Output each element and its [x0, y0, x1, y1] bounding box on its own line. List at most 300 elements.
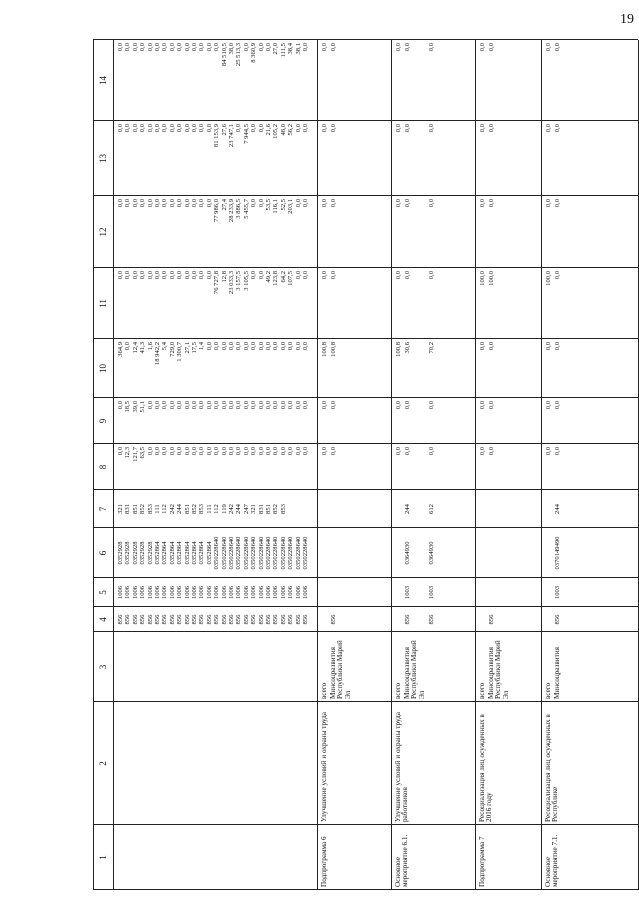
budget-cell-c11: 0,0	[131, 271, 139, 280]
budget-cell-c11: 0,0	[183, 271, 191, 280]
budget-cell-c8: 0,0	[242, 447, 250, 456]
budget-cell-csr: 0352928	[124, 541, 132, 565]
budget-cell-rzpr: 1006	[176, 585, 184, 600]
budget-cell-c14: 0,0	[168, 43, 176, 52]
budget-cell-c13: 0,0	[235, 124, 243, 133]
budget-cell-csr: 0350228640	[242, 536, 250, 570]
budget-cell-c8: 0,0	[228, 447, 235, 456]
budget-cell-rzpr: 1006	[279, 585, 287, 600]
budget-cell-c14: 38,0	[228, 43, 235, 55]
budget-cell-c14: 111,5	[279, 43, 287, 58]
amount-cell-c11: 0,0	[321, 271, 328, 280]
budget-cell-grbs: 856	[154, 614, 161, 625]
budget-cell-c9: 0,0	[272, 401, 280, 410]
budget-cell-c10: 364,9	[117, 342, 124, 357]
column-header-1: 1	[98, 855, 108, 860]
budget-cell-c12: 0,0	[302, 199, 309, 208]
amount-cell-c9: 0,0	[321, 401, 328, 410]
budget-cell-c12: 0,0	[176, 199, 184, 208]
amount-cell-c13: 0,0	[321, 124, 328, 133]
budget-cell-c10: 0,0	[235, 342, 243, 351]
budget-cell-c14: 0,0	[191, 43, 198, 52]
budget-cell-vr: 321	[250, 504, 258, 514]
budget-cell-grbs: 856	[294, 614, 302, 625]
code-cell-c4: 856	[488, 614, 495, 625]
budget-cell-c8: 0,0	[146, 447, 154, 456]
amount-cell-c9: 0,0	[479, 401, 486, 410]
budget-cell-c8: 0,0	[250, 447, 258, 456]
budget-cell-c10: 1,4	[198, 342, 206, 351]
budget-cell-c12: 28 233,9	[228, 199, 235, 223]
budget-cell-c13: 0,0	[294, 124, 302, 133]
budget-cell-rzpr: 1006	[250, 585, 258, 600]
budget-cell-c9: 0,0	[235, 401, 243, 410]
budget-cell-c11: 0,0	[139, 271, 147, 280]
column-header-9: 9	[98, 418, 108, 424]
budget-cell-csr: 0352928	[139, 541, 147, 565]
budget-cell-rzpr: 1006	[205, 585, 213, 600]
budget-cell-c13: 0,0	[302, 124, 309, 133]
code-cell-c4: 856	[428, 614, 435, 625]
budget-cell-c13: 0,0	[257, 124, 265, 133]
budget-cell-grbs: 856	[213, 614, 221, 625]
program-title: Улучшение условий и охраны труда	[320, 712, 328, 822]
budget-cell-c12: 0,0	[139, 199, 147, 208]
budget-cell-c13: 0,0	[183, 124, 191, 133]
budget-cell-c13: 0,0	[191, 124, 198, 133]
budget-cell-c12: 5 455,7	[242, 199, 250, 219]
budget-cell-c11: 0,0	[250, 271, 258, 280]
program-name: Основное мероприятие 6.1.	[394, 834, 410, 887]
budget-cell-csr: 0350228640	[272, 536, 280, 570]
budget-cell-c8: 0,0	[279, 447, 287, 456]
executor-label: всего	[478, 682, 486, 699]
budget-cell-c9: 0,0	[228, 401, 235, 410]
budget-cell-c12: 27,4	[220, 199, 228, 211]
budget-cell-c11: 64,2	[279, 271, 287, 283]
budget-cell-c10: 12,4	[131, 342, 139, 354]
budget-cell-c13: 0,0	[161, 124, 169, 133]
column-header-6: 6	[98, 550, 108, 556]
budget-cell-rzpr: 1006	[257, 585, 265, 600]
section-divider	[541, 40, 542, 890]
section-divider	[391, 40, 392, 890]
budget-cell-c10: 0,0	[294, 342, 302, 351]
amount-cell-c11: 100,0	[479, 271, 486, 286]
budget-cell-rzpr: 1006	[183, 585, 191, 600]
budget-cell-c12: 0,0	[117, 199, 124, 208]
budget-table	[93, 40, 638, 890]
budget-cell-c13: 0,0	[146, 124, 154, 133]
budget-cell-c12: 116,1	[272, 199, 280, 214]
budget-cell-grbs: 856	[265, 614, 272, 625]
budget-cell-c9: 0,0	[257, 401, 265, 410]
budget-cell-c13: 0,0	[131, 124, 139, 133]
budget-cell-c9: 0,0	[250, 401, 258, 410]
column-header-5: 5	[98, 590, 108, 595]
amount-cell-c13: 0,0	[428, 124, 435, 133]
amount-cell-c8: 0,0	[488, 447, 495, 456]
amount-cell-c11: 0,0	[330, 271, 337, 280]
budget-cell-vr: 119	[220, 504, 228, 514]
amount-cell-c9: 0,0	[488, 401, 495, 410]
amount-cell-c10: 0,0	[554, 342, 561, 351]
budget-cell-rzpr: 1006	[191, 585, 198, 600]
budget-cell-c11: 49,2	[265, 271, 272, 283]
budget-cell-grbs: 856	[191, 614, 198, 625]
budget-cell-c12: 0,0	[205, 199, 213, 208]
budget-cell-grbs: 856	[124, 614, 132, 625]
budget-cell-c8: 0,0	[235, 447, 243, 456]
budget-cell-c9: 0,0	[265, 401, 272, 410]
amount-cell-c9: 0,0	[554, 401, 561, 410]
executor-label: Минсоцразвития Республики Марий Эл	[487, 640, 510, 699]
budget-cell-grbs: 856	[161, 614, 169, 625]
budget-cell-c8: 63,5	[139, 447, 147, 459]
amount-cell-c11: 100,0	[488, 271, 495, 286]
budget-cell-c9: 0,0	[198, 401, 206, 410]
budget-cell-vr: 853	[198, 504, 206, 514]
budget-cell-grbs: 856	[183, 614, 191, 625]
column-header-12: 12	[98, 227, 108, 237]
budget-cell-c8: 0,0	[287, 447, 295, 456]
budget-cell-c10: 0,0	[250, 342, 258, 351]
rotated-table-frame	[93, 40, 638, 890]
budget-cell-vr: 853	[279, 504, 287, 514]
budget-cell-c13: 0,0	[205, 124, 213, 133]
budget-cell-c12: 77 986,0	[213, 199, 221, 223]
column-header-7: 7	[98, 506, 108, 512]
budget-cell-c10: 17,5	[191, 342, 198, 354]
budget-cell-c13: 0,0	[198, 124, 206, 133]
budget-cell-vr: 111	[154, 504, 161, 514]
budget-cell-c11: 0,0	[154, 271, 161, 280]
program-title: Ресоциализация лиц осужденных в Республике	[544, 714, 560, 822]
code-cell-c7: 612	[428, 504, 435, 514]
budget-cell-c9: 51,1	[139, 401, 147, 413]
budget-cell-c8: 0,0	[183, 447, 191, 456]
budget-cell-c11: 3 157,5	[235, 271, 243, 291]
budget-cell-c13: 0,0	[154, 124, 161, 133]
row-divider	[93, 40, 94, 890]
budget-cell-c14: 0,0	[154, 43, 161, 52]
amount-cell-c8: 0,0	[479, 447, 486, 456]
executor-label: Минсоцразвития Республики Марий Эл	[329, 640, 352, 699]
budget-cell-c9: 18,5	[124, 401, 132, 413]
budget-cell-vr: 112	[213, 504, 221, 514]
budget-cell-csr: 0352928	[146, 541, 154, 565]
budget-cell-c11: 0,0	[161, 271, 169, 280]
budget-cell-c12: 0,0	[154, 199, 161, 208]
amount-cell-c14: 0,0	[404, 43, 411, 52]
budget-cell-rzpr: 1006	[161, 585, 169, 600]
amount-cell-c14: 0,0	[554, 43, 561, 52]
budget-cell-c8: 0,0	[198, 447, 206, 456]
amount-cell-c12: 0,0	[554, 199, 561, 208]
budget-cell-grbs: 856	[176, 614, 184, 625]
amount-cell-c11: 0,0	[428, 271, 435, 280]
budget-cell-vr: 247	[242, 504, 250, 514]
budget-cell-c11: 3 105,5	[242, 271, 250, 291]
budget-cell-rzpr: 1006	[146, 585, 154, 600]
budget-cell-c9: 0,0	[205, 401, 213, 410]
amount-cell-c14: 0,0	[321, 43, 328, 52]
budget-cell-c9: 0,0	[161, 401, 169, 410]
budget-cell-c10: 0,0	[287, 342, 295, 351]
amount-cell-c10: 30,6	[404, 342, 411, 354]
budget-cell-grbs: 856	[131, 614, 139, 625]
budget-cell-c8: 0,0	[213, 447, 221, 456]
budget-cell-c10: 41,3	[139, 342, 147, 354]
budget-cell-csr: 0350228640	[302, 536, 309, 570]
budget-cell-c14: 38,4	[287, 43, 295, 55]
budget-cell-c9: 0,0	[154, 401, 161, 410]
amount-cell-c10: 0,0	[488, 342, 495, 351]
amount-cell-c13: 0,0	[330, 124, 337, 133]
budget-cell-csr: 0350228640	[213, 536, 221, 570]
budget-cell-c11: 12,8	[220, 271, 228, 283]
program-row	[541, 40, 597, 890]
column-header-4: 4	[98, 617, 108, 622]
budget-cell-rzpr: 1006	[302, 585, 309, 600]
budget-cell-grbs: 856	[302, 614, 309, 625]
budget-cell-c14: 0,0	[176, 43, 184, 52]
amount-cell-c13: 0,0	[404, 124, 411, 133]
budget-cell-c10: 0,0	[257, 342, 265, 351]
budget-cell-c9: 0,0	[213, 401, 221, 410]
budget-cell-c13: 0,0	[168, 124, 176, 133]
budget-cell-c8: 121,7	[131, 447, 139, 462]
budget-cell-c12: 203,1	[287, 199, 295, 214]
budget-cell-c10: 0,0	[279, 342, 287, 351]
budget-cell-grbs: 856	[117, 614, 124, 625]
code-cell-c4: 856	[404, 614, 411, 625]
amount-cell-c11: 0,0	[395, 271, 402, 280]
budget-cell-c8: 0,0	[168, 447, 176, 456]
budget-cell-c8: 0,0	[294, 447, 302, 456]
amount-cell-c14: 0,0	[479, 43, 486, 52]
budget-cell-c9: 0,0	[279, 401, 287, 410]
budget-cell-c13: 0,0	[176, 124, 184, 133]
budget-cell-c10: 0,0	[213, 342, 221, 351]
budget-cell-grbs: 856	[205, 614, 213, 625]
amount-cell-c9: 0,0	[428, 401, 435, 410]
amount-cell-c10: 0,0	[545, 342, 552, 351]
budget-cell-vr: 853	[146, 504, 154, 514]
budget-cell-csr: 0350228640	[265, 536, 272, 570]
budget-cell-vr: 242	[228, 504, 235, 514]
executor-label: всего	[320, 682, 328, 699]
budget-cell-c9: 0,0	[168, 401, 176, 410]
column-header-13: 13	[98, 154, 108, 163]
amount-cell-c8: 0,0	[404, 447, 411, 456]
budget-cell-c12: 0,0	[250, 199, 258, 208]
budget-cell-vr: 321	[117, 504, 124, 514]
budget-cell-c8: 0,0	[272, 447, 280, 456]
budget-cell-c12: 0,0	[131, 199, 139, 208]
budget-cell-c11: 23 033,3	[228, 271, 235, 295]
budget-cell-rzpr: 1006	[139, 585, 147, 600]
budget-cell-c12: 0,0	[124, 199, 132, 208]
column-header-14: 14	[98, 76, 108, 85]
budget-cell-csr: 0350228640	[220, 536, 228, 570]
budget-cell-rzpr: 1006	[131, 585, 139, 600]
code-cell-c7: 244	[404, 504, 411, 514]
budget-cell-c9: 0,0	[287, 401, 295, 410]
column-header-2: 2	[98, 761, 108, 766]
budget-cell-csr: 0352864	[176, 541, 184, 565]
budget-cell-c14: 8 360,9	[250, 43, 258, 63]
executor-label: всего	[544, 682, 552, 699]
budget-cell-c10: 0,0	[265, 342, 272, 351]
budget-cell-vr: 851	[183, 504, 191, 514]
code-cell-c6: 0364930	[404, 541, 411, 565]
budget-cell-c9: 39,0	[131, 401, 139, 413]
program-name: Подпрограмма 6	[320, 836, 328, 887]
code-cell-c6: 0364930	[428, 541, 435, 565]
budget-cell-rzpr: 1006	[265, 585, 272, 600]
budget-cell-rzpr: 1006	[294, 585, 302, 600]
budget-cell-c8: 0,0	[117, 447, 124, 456]
budget-cell-vr: 112	[161, 504, 169, 514]
budget-cell-c12: 0,0	[257, 199, 265, 208]
budget-cell-c13: 21,6	[265, 124, 272, 136]
budget-cell-csr: 0350228640	[257, 536, 265, 570]
amount-cell-c14: 0,0	[488, 43, 495, 52]
budget-cell-c10: 5,4	[161, 342, 169, 351]
budget-cell-c10: 729,0	[168, 342, 176, 357]
budget-cell-grbs: 856	[257, 614, 265, 625]
budget-cell-rzpr: 1006	[228, 585, 235, 600]
code-cell-c4: 856	[330, 614, 337, 625]
budget-cell-c14: 0,0	[161, 43, 169, 52]
amount-cell-c12: 0,0	[479, 199, 486, 208]
amount-cell-c10: 100,8	[330, 342, 337, 357]
budget-cell-c11: 0,0	[257, 271, 265, 280]
budget-cell-c13: 0,0	[117, 124, 124, 133]
amount-cell-c12: 0,0	[488, 199, 495, 208]
budget-cell-c9: 0,0	[183, 401, 191, 410]
amount-cell-c13: 0,0	[395, 124, 402, 133]
code-cell-c6: 0370149490	[554, 536, 561, 570]
budget-cell-c9: 0,0	[117, 401, 124, 410]
amount-cell-c10: 0,0	[479, 342, 486, 351]
budget-cell-c10: 1,6	[146, 342, 154, 351]
amount-cell-c13: 0,0	[554, 124, 561, 133]
budget-cell-vr: 831	[257, 504, 265, 514]
budget-cell-c10: 0,0	[220, 342, 228, 351]
budget-cell-csr: 0352864	[161, 541, 169, 565]
column-header-8: 8	[98, 464, 108, 470]
budget-cell-c14: 0,0	[117, 43, 124, 52]
column-header-10: 10	[98, 364, 108, 373]
program-row	[391, 40, 447, 890]
amount-cell-c11: 0,0	[554, 271, 561, 280]
budget-cell-vr: 111	[205, 504, 213, 514]
budget-cell-c14: 27,0	[272, 43, 280, 55]
budget-cell-c8: 0,0	[220, 447, 228, 456]
budget-cell-c14: 0,0	[205, 43, 213, 52]
budget-cell-c14: 84 510,5	[220, 43, 228, 67]
budget-cell-c12: 53,5	[265, 199, 272, 211]
budget-cell-rzpr: 1006	[235, 585, 243, 600]
budget-cell-c12: 0,0	[191, 199, 198, 208]
budget-cell-vr: 852	[272, 504, 280, 514]
budget-cell-c12: 0,0	[168, 199, 176, 208]
budget-cell-c13: 7 944,5	[242, 124, 250, 144]
amount-cell-c12: 0,0	[321, 199, 328, 208]
budget-cell-grbs: 856	[146, 614, 154, 625]
budget-cell-csr: 0352864	[183, 541, 191, 565]
budget-cell-rzpr: 1006	[213, 585, 221, 600]
budget-cell-grbs: 856	[272, 614, 280, 625]
amount-cell-c11: 0,0	[404, 271, 411, 280]
budget-cell-c13: 81 153,9	[213, 124, 221, 148]
budget-cell-rzpr: 1006	[287, 585, 295, 600]
amount-cell-c12: 0,0	[545, 199, 552, 208]
amount-cell-c8: 0,0	[395, 447, 402, 456]
budget-cell-c13: 0,0	[139, 124, 147, 133]
program-name: Подпрограмма 7	[478, 836, 486, 887]
budget-cell-grbs: 856	[168, 614, 176, 625]
budget-cell-c11: 0,0	[191, 271, 198, 280]
budget-cell-c10: 0,0	[272, 342, 280, 351]
budget-cell-c13: 27,6	[220, 124, 228, 136]
budget-cell-c10: 0,0	[242, 342, 250, 351]
amount-cell-c9: 0,0	[330, 401, 337, 410]
amount-cell-c8: 0,0	[554, 447, 561, 456]
budget-cell-c11: 0,0	[198, 271, 206, 280]
budget-cell-c14: 38,1	[294, 43, 302, 55]
budget-cell-csr: 0350228640	[235, 536, 243, 570]
budget-cell-csr: 0350228640	[279, 536, 287, 570]
budget-cell-c11: 0,0	[146, 271, 154, 280]
budget-cell-c8: 0,0	[176, 447, 184, 456]
budget-cell-rzpr: 1006	[198, 585, 206, 600]
budget-cell-c9: 0,0	[191, 401, 198, 410]
budget-cell-c11: 0,0	[205, 271, 213, 280]
executor-label: всего	[394, 682, 402, 699]
budget-cell-csr: 0352864	[191, 541, 198, 565]
budget-cell-c13: 23 747,1	[228, 124, 235, 148]
budget-cell-rzpr: 1006	[124, 585, 132, 600]
budget-cell-c8: 0,0	[154, 447, 161, 456]
amount-cell-c13: 0,0	[488, 124, 495, 133]
program-title: Ресоциализация лиц осужденных в 2016 году	[478, 714, 494, 822]
budget-cell-csr: 0352864	[198, 541, 206, 565]
budget-cell-csr: 0350228640	[228, 536, 235, 570]
budget-cell-rzpr: 1006	[154, 585, 161, 600]
amount-cell-c10: 100,8	[321, 342, 328, 357]
amount-cell-c12: 0,0	[404, 199, 411, 208]
budget-cell-c11: 76 727,8	[213, 271, 221, 295]
budget-cell-c9: 0,0	[220, 401, 228, 410]
budget-cell-c14: 0,0	[146, 43, 154, 52]
budget-cell-vr: 244	[176, 504, 184, 514]
budget-cell-c14: 0,0	[265, 43, 272, 52]
budget-cell-rzpr: 1006	[272, 585, 280, 600]
budget-cell-csr: 0350228640	[287, 536, 295, 570]
budget-cell-c8: 12,3	[124, 447, 132, 459]
amount-cell-c12: 0,0	[330, 199, 337, 208]
budget-cell-c14: 0,0	[302, 43, 309, 52]
budget-cell-grbs: 856	[235, 614, 243, 625]
budget-cell-c14: 0,0	[257, 43, 265, 52]
budget-cell-c11: 0,0	[124, 271, 132, 280]
budget-cell-vr: 831	[124, 504, 132, 514]
row-divider	[113, 40, 114, 890]
budget-cell-c9: 0,0	[176, 401, 184, 410]
